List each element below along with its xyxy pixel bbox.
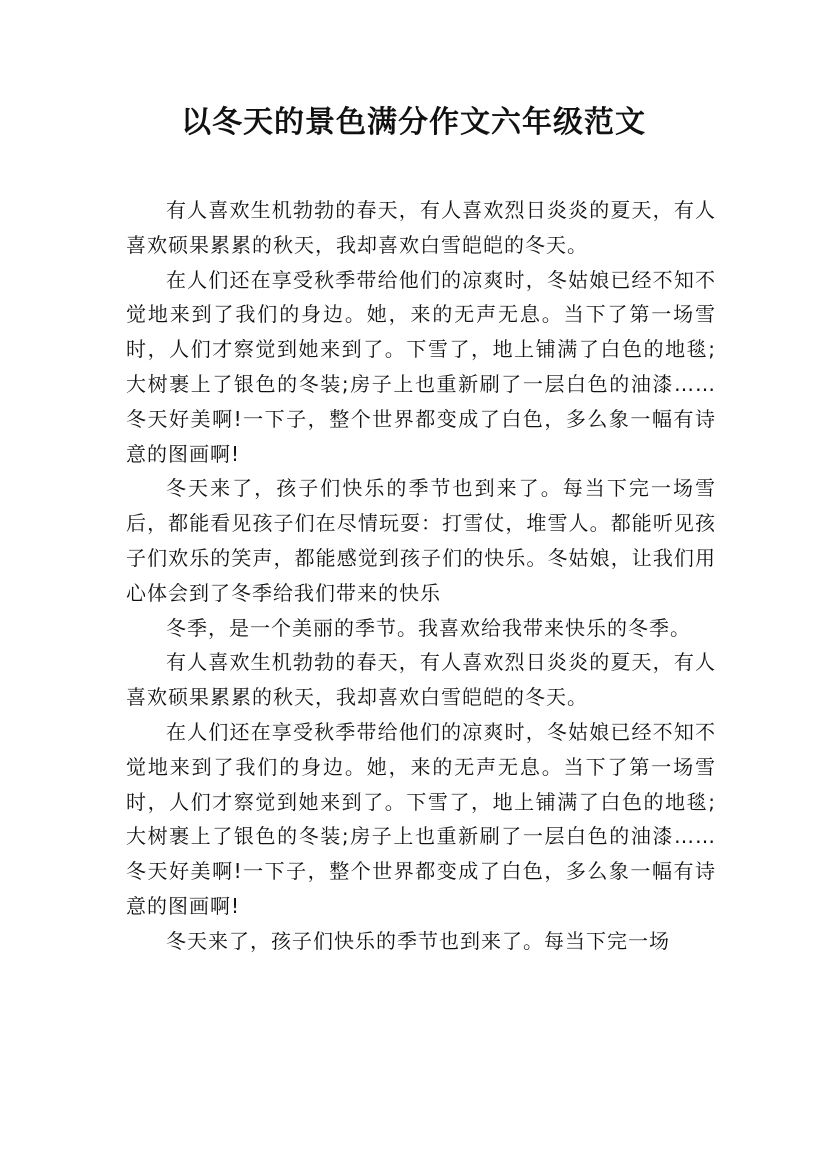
paragraph-6: 在人们还在享受秋季带给他们的凉爽时，冬姑娘已经不知不觉地来到了我们的身边。她，来的无声无息。当下了第一场雪时，人们才察觉到她来到了。下雪了，地上铺满了白色的地毯;大树裹上了银色的冬装;房子上也重新刷了一层白色的油漆……冬天好美啊!一下子，整个世界都变成了白色，多么象一幅有诗意的图画啊! <box>126 719 716 918</box>
document-body <box>126 193 716 959</box>
paragraph-1: 有人喜欢生机勃勃的春天，有人喜欢烈日炎炎的夏天，有人喜欢硕果累累的秋天，我却喜欢白雪皑皑的冬天。 <box>126 198 716 257</box>
paragraph-3: 冬天来了，孩子们快乐的季节也到来了。每当下完一场雪后，都能看见孩子们在尽情玩耍：打雪仗，堆雪人。都能听见孩子们欢乐的笑声，都能感觉到孩子们的快乐。冬姑娘，让我们用心体会到了冬季给我们带来的快乐 <box>126 476 716 605</box>
paragraph-7: 冬天来了，孩子们快乐的季节也到来了。每当下完一场 <box>166 928 670 953</box>
document-title: 以冬天的景色满分作文六年级范文 <box>181 105 646 140</box>
paragraph-5: 有人喜欢生机勃勃的春天，有人喜欢烈日炎炎的夏天，有人喜欢硕果累累的秋天，我却喜欢白雪皑皑的冬天。 <box>126 650 716 710</box>
paragraph-2: 在人们还在享受秋季带给他们的凉爽时，冬姑娘已经不知不觉地来到了我们的身边。她，来的无声无息。当下了第一场雪时，人们才察觉到她来到了。下雪了，地上铺满了白色的地毯;大树裹上了银色的冬装;房子上也重新刷了一层白色的油漆……冬天好美啊!一下子，整个世界都变成了白色，多么象一幅有诗意的图画啊! <box>126 267 716 466</box>
paragraph-4: 冬季，是一个美丽的季节。我喜欢给我带来快乐的冬季。 <box>166 615 691 640</box>
